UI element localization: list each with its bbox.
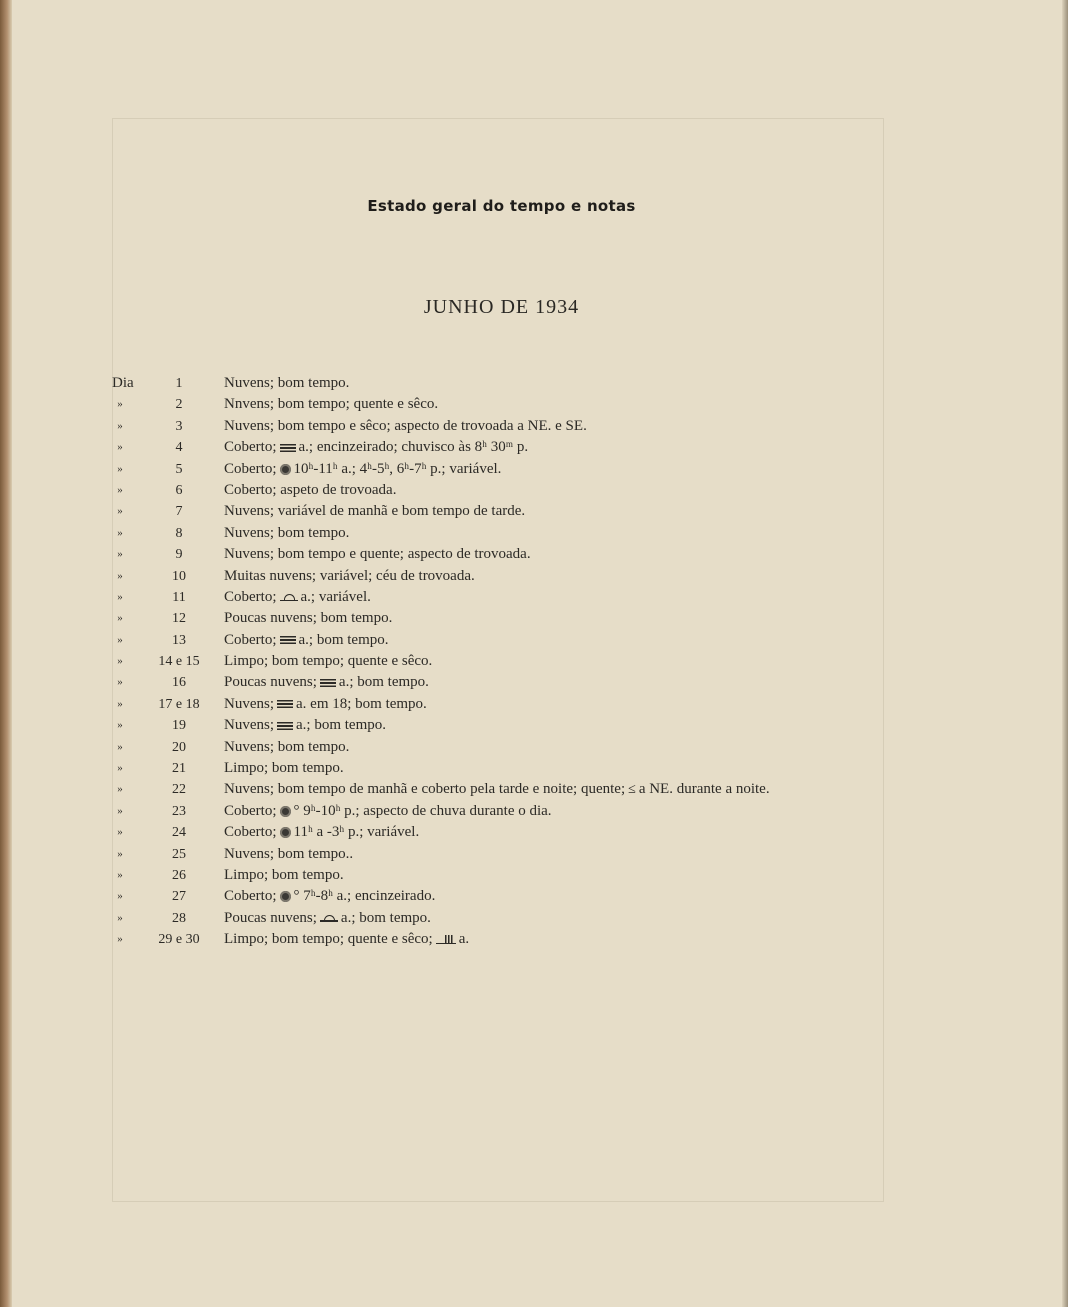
ditto-mark: » bbox=[117, 933, 123, 946]
day-number: 8 bbox=[175, 525, 183, 541]
day-number: 27 bbox=[172, 889, 186, 905]
log-row bbox=[0, 416, 1068, 437]
weather-description bbox=[224, 779, 770, 801]
description-text: a.; bom tempo. bbox=[340, 909, 431, 926]
weather-description bbox=[224, 630, 389, 651]
ditto-mark: » bbox=[117, 783, 123, 796]
log-row bbox=[0, 608, 1068, 629]
description-text: Nuvens; bom tempo. bbox=[224, 524, 350, 541]
day-number: 19 bbox=[172, 718, 186, 734]
log-row bbox=[0, 630, 1068, 651]
log-row bbox=[0, 801, 1068, 822]
weather-description bbox=[224, 416, 587, 437]
description-text: Limpo; bom tempo. bbox=[224, 760, 344, 777]
day-number: 20 bbox=[172, 739, 186, 755]
page-heading: Estado geral do tempo e notas bbox=[367, 197, 636, 215]
log-row bbox=[0, 865, 1068, 886]
ditto-mark: » bbox=[117, 676, 123, 689]
weather-description bbox=[224, 715, 386, 736]
ditto-mark: » bbox=[117, 911, 123, 924]
day-number: 13 bbox=[172, 632, 186, 648]
description-text: Nuvens; bom tempo e quente; aspecto de trovoada. bbox=[224, 546, 531, 563]
fog-icon bbox=[280, 444, 296, 452]
day-number: 26 bbox=[172, 867, 186, 883]
day-number: 2 bbox=[175, 397, 183, 413]
log-row bbox=[0, 523, 1068, 544]
weather-description bbox=[224, 822, 419, 843]
log-row bbox=[0, 758, 1068, 779]
description-text: a. bbox=[458, 931, 470, 948]
log-row bbox=[0, 566, 1068, 587]
day-number: 1 bbox=[175, 376, 183, 391]
description-text: Nuvens; bom tempo e sêco; aspecto de trovoada a NE. e SE. bbox=[224, 417, 587, 434]
log-row bbox=[0, 394, 1068, 415]
description-text: Coberto; bbox=[224, 588, 277, 605]
ditto-mark: » bbox=[117, 462, 123, 475]
weather-description bbox=[224, 544, 531, 565]
day-number: 12 bbox=[172, 611, 186, 627]
weather-description bbox=[224, 437, 528, 458]
day-number: 11 bbox=[172, 589, 186, 605]
day-number: 4 bbox=[175, 440, 183, 456]
log-row bbox=[0, 844, 1068, 865]
day-number: 24 bbox=[172, 825, 186, 841]
weather-description bbox=[224, 459, 501, 480]
weather-description bbox=[224, 929, 469, 950]
ditto-mark: » bbox=[117, 740, 123, 753]
description-text: Limpo; bom tempo; quente e sêco; bbox=[224, 931, 433, 948]
description-text: Nuvens; bbox=[224, 717, 274, 734]
description-text: 11ʰ a -3ʰ p.; variável. bbox=[293, 824, 420, 841]
weather-description bbox=[224, 587, 371, 608]
ditto-mark: » bbox=[117, 569, 123, 582]
log-row bbox=[0, 822, 1068, 843]
weather-description bbox=[224, 844, 353, 865]
description-text: Nuvens; bom tempo. bbox=[224, 375, 350, 391]
ditto-mark: » bbox=[117, 483, 123, 496]
weather-description bbox=[224, 886, 435, 907]
weather-description bbox=[224, 608, 392, 629]
description-text: Nuvens; variável de manhã e bom tempo de tarde. bbox=[224, 503, 526, 520]
ditto-mark: » bbox=[117, 633, 123, 646]
day-number: 21 bbox=[172, 761, 186, 777]
day-number: 3 bbox=[175, 418, 183, 434]
ditto-mark: » bbox=[117, 868, 123, 881]
ditto-mark: » bbox=[117, 441, 123, 454]
fog-icon bbox=[280, 636, 296, 644]
ditto-mark: » bbox=[117, 526, 123, 539]
description-text: Muitas nuvens; variável; céu de trovoada. bbox=[224, 567, 475, 584]
log-row bbox=[0, 437, 1068, 458]
ditto-mark: » bbox=[117, 847, 123, 860]
ditto-mark: » bbox=[117, 890, 123, 903]
day-number: 25 bbox=[172, 846, 186, 862]
weather-description bbox=[224, 480, 396, 501]
log-row bbox=[0, 651, 1068, 672]
log-row bbox=[0, 694, 1068, 715]
day-number: 23 bbox=[172, 803, 186, 819]
day-number: 16 bbox=[172, 675, 186, 691]
description-text: Nuvens; bom tempo. bbox=[224, 738, 350, 755]
description-text: Nuvens; bom tempo.. bbox=[224, 845, 354, 862]
fog-icon bbox=[320, 679, 336, 687]
weather-description bbox=[224, 523, 349, 544]
fog-icon bbox=[277, 722, 293, 730]
day-number: 5 bbox=[175, 461, 183, 477]
ditto-mark: » bbox=[117, 419, 123, 432]
description-text: Poucas nuvens; bbox=[224, 674, 317, 691]
month-title: JUNHO DE 1934 bbox=[423, 296, 580, 318]
log-row bbox=[0, 672, 1068, 693]
weather-description bbox=[224, 865, 344, 886]
description-text: a.; encinzeirado; chuvisco às 8ʰ 30ᵐ p. bbox=[298, 439, 529, 456]
log-row bbox=[0, 908, 1068, 929]
day-number: 17 e 18 bbox=[158, 696, 200, 712]
log-row bbox=[0, 480, 1068, 501]
log-row bbox=[0, 544, 1068, 565]
log-row bbox=[0, 587, 1068, 608]
description-text: a.; bom tempo. bbox=[296, 717, 386, 734]
day-number: 22 bbox=[172, 782, 186, 798]
description-text: Coberto; bbox=[224, 439, 277, 456]
ditto-mark: » bbox=[117, 655, 123, 668]
description-text: Limpo; bom tempo. bbox=[224, 866, 344, 883]
description-text: a. em 18; bom tempo. bbox=[296, 695, 427, 712]
day-number: 9 bbox=[175, 547, 183, 563]
ditto-mark: » bbox=[117, 590, 123, 603]
weather-description bbox=[224, 737, 349, 758]
rain-icon bbox=[280, 827, 291, 838]
ditto-mark: » bbox=[117, 804, 123, 817]
day-number: 10 bbox=[172, 568, 186, 584]
rain-icon bbox=[280, 806, 291, 817]
ditto-mark: » bbox=[117, 612, 123, 625]
log-row bbox=[0, 886, 1068, 907]
weather-description bbox=[224, 373, 349, 394]
ditto-mark: » bbox=[117, 505, 123, 518]
rain-icon bbox=[280, 464, 291, 475]
description-text: Coberto; bbox=[224, 888, 277, 905]
day-number: 7 bbox=[175, 504, 183, 520]
description-text: 9ʰ-10ʰ p.; aspecto de chuva durante o dia. bbox=[303, 802, 552, 819]
log-row bbox=[0, 501, 1068, 522]
weather-description bbox=[224, 566, 475, 587]
weather-description bbox=[224, 908, 431, 929]
symbol-intensity-mark: ° bbox=[293, 888, 304, 905]
description-text: Coberto; bbox=[224, 460, 277, 477]
dia-label: Dia bbox=[112, 375, 134, 391]
description-text: a.; variável. bbox=[300, 588, 371, 605]
ditto-mark: » bbox=[117, 826, 123, 839]
day-number: 14 e 15 bbox=[158, 654, 200, 670]
weather-description bbox=[224, 758, 344, 779]
ditto-mark: » bbox=[117, 398, 123, 411]
weather-description bbox=[224, 501, 525, 522]
description-text: a.; bom tempo. bbox=[338, 674, 429, 691]
ditto-mark: » bbox=[117, 548, 123, 561]
description-text: Nuvens; bom tempo de manhã e coberto pela tarde e noite; quente; bbox=[224, 781, 626, 798]
weather-description bbox=[224, 801, 552, 822]
description-text: Coberto; aspeto de trovoada. bbox=[224, 481, 397, 498]
description-text: Limpo; bom tempo; quente e sêco. bbox=[224, 653, 433, 670]
weather-description bbox=[224, 651, 432, 672]
symbol-intensity-mark: ° bbox=[293, 802, 304, 819]
ditto-mark: » bbox=[117, 697, 123, 710]
weather-description bbox=[224, 394, 438, 415]
log-row bbox=[0, 737, 1068, 758]
description-text: Coberto; bbox=[224, 802, 277, 819]
frost-icon bbox=[436, 935, 456, 944]
description-text: 7ʰ-8ʰ a.; encinzeirado. bbox=[303, 888, 436, 905]
dew-icon bbox=[280, 594, 298, 601]
log-row bbox=[0, 779, 1068, 800]
description-text: 10ʰ-11ʰ a.; 4ʰ-5ʰ, 6ʰ-7ʰ p.; variável. bbox=[293, 460, 502, 477]
log-row bbox=[0, 373, 1068, 394]
ditto-mark: » bbox=[117, 719, 123, 732]
log-row bbox=[0, 929, 1068, 950]
description-text: Poucas nuvens; bom tempo. bbox=[224, 610, 393, 627]
day-number: 29 e 30 bbox=[158, 932, 200, 948]
log-row bbox=[0, 459, 1068, 480]
description-text: Coberto; bbox=[224, 824, 277, 841]
description-text: a NE. durante a noite. bbox=[638, 781, 770, 798]
day-number: 6 bbox=[175, 482, 183, 498]
description-text: Nnvens; bom tempo; quente e sêco. bbox=[224, 396, 439, 413]
fog-icon bbox=[277, 700, 293, 708]
weather-description bbox=[224, 694, 427, 715]
description-text: Coberto; bbox=[224, 631, 277, 648]
lightning-icon: ≤ bbox=[628, 782, 636, 798]
weather-log-list bbox=[0, 373, 1068, 951]
description-text: a.; bom tempo. bbox=[298, 631, 389, 648]
description-text: Nuvens; bbox=[224, 695, 274, 712]
ditto-mark: » bbox=[117, 762, 123, 775]
day-number: 28 bbox=[172, 910, 186, 926]
log-row bbox=[0, 715, 1068, 736]
weather-description bbox=[224, 672, 429, 693]
dew-icon bbox=[320, 915, 338, 922]
rain-icon bbox=[280, 891, 291, 902]
description-text: Poucas nuvens; bbox=[224, 909, 317, 926]
